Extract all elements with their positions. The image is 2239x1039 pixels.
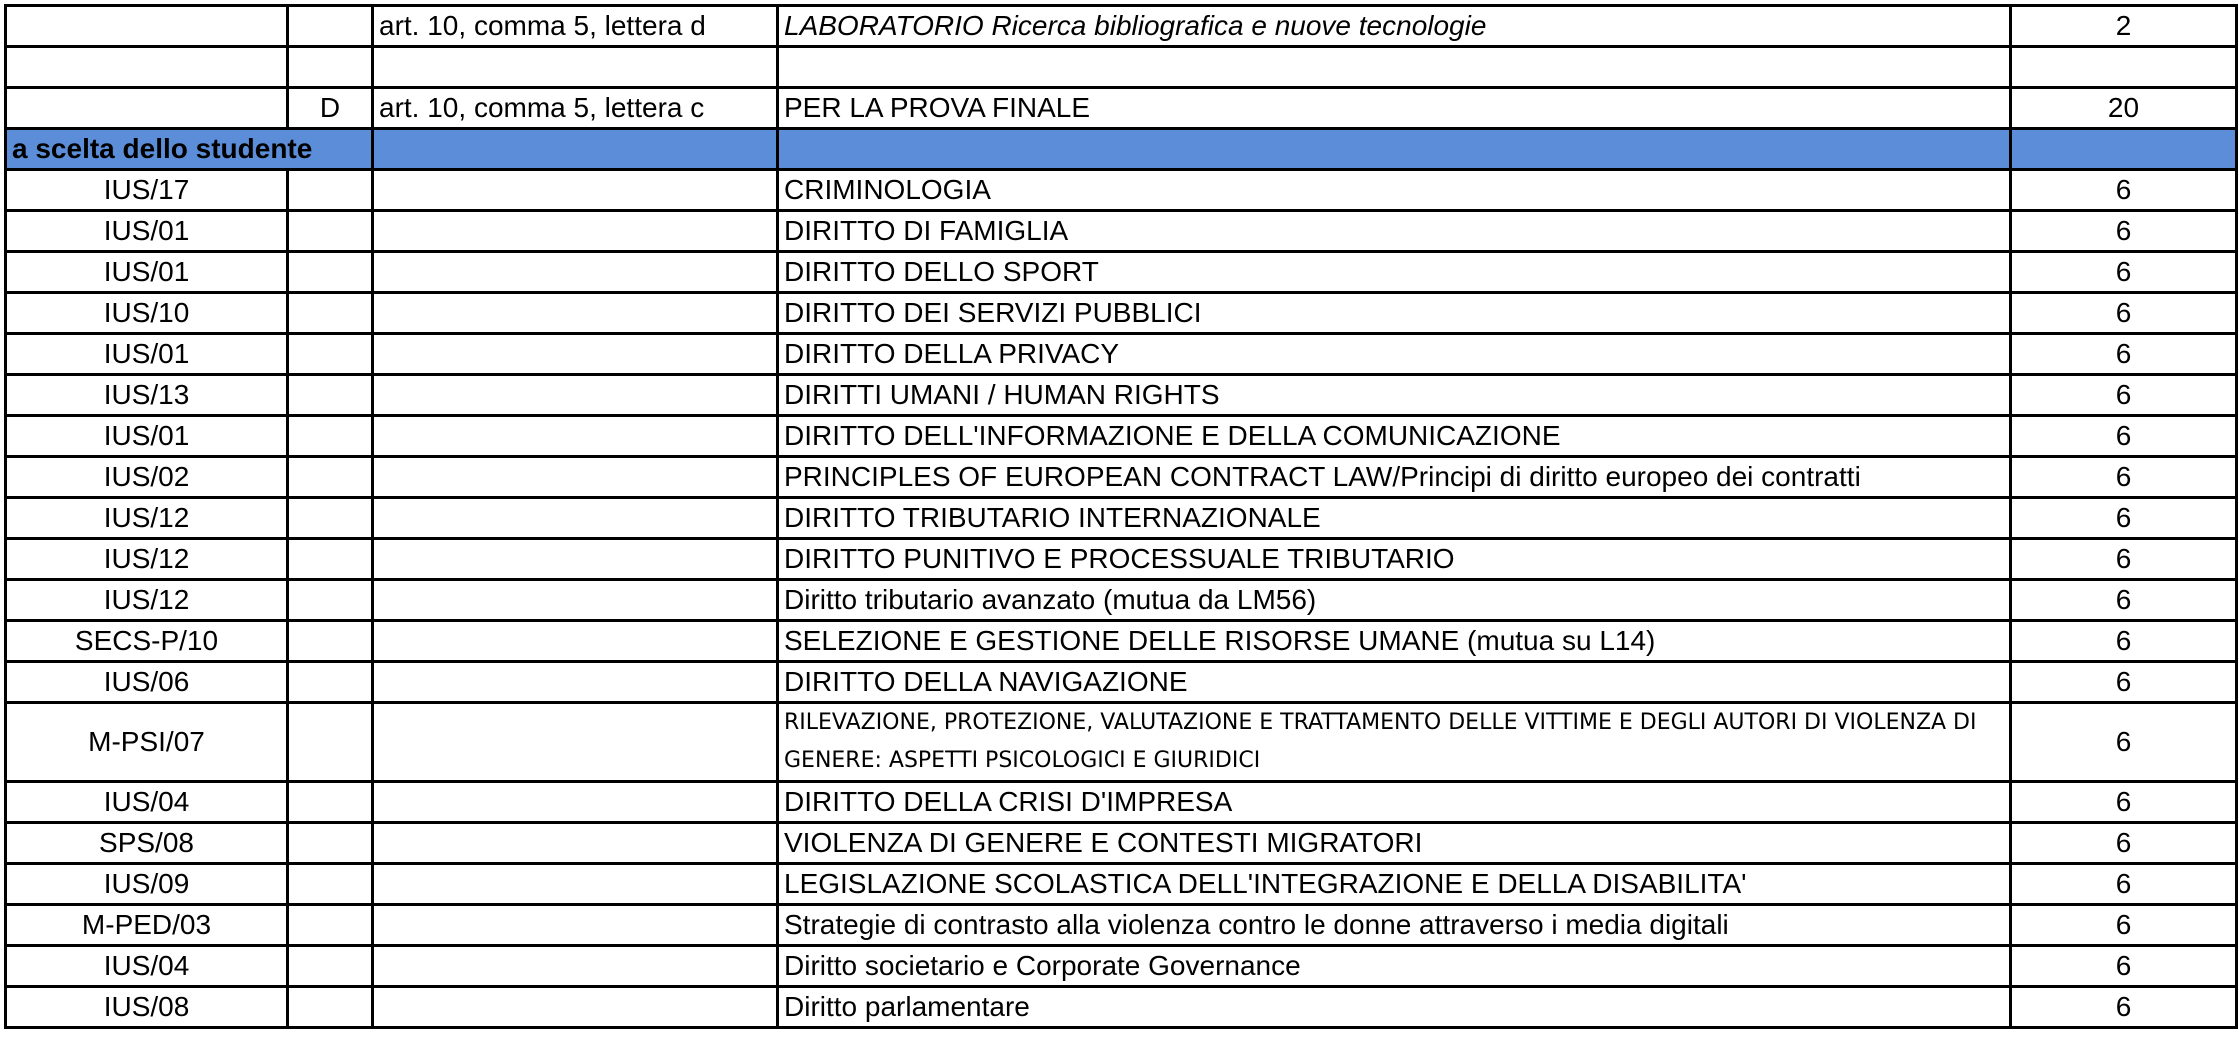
course-name-cell[interactable]: DIRITTO PUNITIVO E PROCESSUALE TRIBUTARIO xyxy=(778,539,2011,580)
type-cell[interactable] xyxy=(288,703,373,782)
table-row xyxy=(6,88,2237,129)
table-row xyxy=(6,539,2237,580)
type-cell[interactable] xyxy=(288,375,373,416)
course-name-cell[interactable]: Diritto tributario avanzato (mutua da LM56) xyxy=(778,580,2011,621)
course-name-cell[interactable]: Diritto societario e Corporate Governance xyxy=(778,946,2011,987)
cfu-cell[interactable]: 6 xyxy=(2011,334,2237,375)
table-row xyxy=(6,293,2237,334)
ssd-cell[interactable]: M-PSI/07 xyxy=(6,703,288,782)
course-name-cell[interactable]: PER LA PROVA FINALE xyxy=(778,88,2011,129)
type-cell[interactable] xyxy=(288,498,373,539)
cfu-cell[interactable]: 6 xyxy=(2011,864,2237,905)
reference-cell[interactable] xyxy=(373,946,778,987)
ssd-cell[interactable]: IUS/04 xyxy=(6,782,288,823)
ssd-cell[interactable]: M-PED/03 xyxy=(6,905,288,946)
table-row xyxy=(6,252,2237,293)
course-name-cell[interactable] xyxy=(778,47,2011,88)
cfu-cell[interactable]: 6 xyxy=(2011,987,2237,1028)
ssd-cell[interactable]: IUS/02 xyxy=(6,457,288,498)
course-name-cell[interactable]: SELEZIONE E GESTIONE DELLE RISORSE UMANE (mutua su L14) xyxy=(778,621,2011,662)
type-cell[interactable] xyxy=(288,457,373,498)
table-row xyxy=(6,6,2237,47)
section-label[interactable]: a scelta dello studente xyxy=(6,129,373,170)
course-name-cell[interactable]: DIRITTO DELL'INFORMAZIONE E DELLA COMUNICAZIONE xyxy=(778,416,2011,457)
type-cell[interactable] xyxy=(288,211,373,252)
reference-cell[interactable] xyxy=(373,782,778,823)
table-row xyxy=(6,498,2237,539)
ssd-cell[interactable]: IUS/04 xyxy=(6,946,288,987)
table-row xyxy=(6,621,2237,662)
course-name-cell[interactable]: DIRITTO DELLA PRIVACY xyxy=(778,334,2011,375)
ssd-cell[interactable]: IUS/12 xyxy=(6,580,288,621)
ssd-cell[interactable]: SECS-P/10 xyxy=(6,621,288,662)
table-row xyxy=(6,782,2237,823)
reference-cell[interactable]: art. 10, comma 5, lettera d xyxy=(373,6,778,47)
type-cell[interactable] xyxy=(288,823,373,864)
cfu-cell[interactable]: 6 xyxy=(2011,457,2237,498)
ssd-cell[interactable]: IUS/17 xyxy=(6,170,288,211)
course-name-cell[interactable]: Diritto parlamentare xyxy=(778,987,2011,1028)
reference-cell[interactable] xyxy=(373,498,778,539)
reference-cell[interactable]: art. 10, comma 5, lettera c xyxy=(373,88,778,129)
reference-cell[interactable] xyxy=(373,864,778,905)
reference-cell[interactable] xyxy=(373,621,778,662)
cfu-cell[interactable]: 6 xyxy=(2011,823,2237,864)
course-name-cell[interactable]: LABORATORIO Ricerca bibliografica e nuove tecnologie xyxy=(778,6,2011,47)
type-cell[interactable] xyxy=(288,6,373,47)
course-name-cell[interactable]: DIRITTO DELLO SPORT xyxy=(778,252,2011,293)
table-row xyxy=(6,334,2237,375)
ssd-cell[interactable]: IUS/01 xyxy=(6,416,288,457)
reference-cell[interactable] xyxy=(373,252,778,293)
type-cell[interactable] xyxy=(288,662,373,703)
course-name-cell[interactable]: VIOLENZA DI GENERE E CONTESTI MIGRATORI xyxy=(778,823,2011,864)
course-name-cell[interactable]: DIRITTO TRIBUTARIO INTERNAZIONALE xyxy=(778,498,2011,539)
cfu-cell[interactable]: 6 xyxy=(2011,946,2237,987)
ssd-cell[interactable]: IUS/09 xyxy=(6,864,288,905)
cfu-cell[interactable]: 6 xyxy=(2011,252,2237,293)
type-cell[interactable] xyxy=(288,621,373,662)
table-row xyxy=(6,457,2237,498)
course-name-cell[interactable]: DIRITTO DELLA CRISI D'IMPRESA xyxy=(778,782,2011,823)
cfu-cell[interactable]: 6 xyxy=(2011,782,2237,823)
course-name-cell[interactable]: Strategie di contrasto alla violenza contro le donne attraverso i media digitali xyxy=(778,905,2011,946)
type-cell[interactable] xyxy=(288,782,373,823)
table-row xyxy=(6,823,2237,864)
section-reference-cell[interactable] xyxy=(373,129,778,170)
curriculum-table xyxy=(4,4,2238,1029)
reference-cell[interactable] xyxy=(373,703,778,782)
type-cell[interactable]: D xyxy=(288,88,373,129)
cfu-cell[interactable]: 6 xyxy=(2011,662,2237,703)
reference-cell[interactable] xyxy=(373,539,778,580)
reference-cell[interactable] xyxy=(373,580,778,621)
cfu-cell[interactable]: 6 xyxy=(2011,539,2237,580)
ssd-cell[interactable]: IUS/08 xyxy=(6,987,288,1028)
type-cell[interactable] xyxy=(288,987,373,1028)
ssd-cell[interactable]: IUS/10 xyxy=(6,293,288,334)
ssd-cell[interactable] xyxy=(6,47,288,88)
table-row xyxy=(6,864,2237,905)
ssd-cell[interactable]: IUS/01 xyxy=(6,252,288,293)
reference-cell[interactable] xyxy=(373,662,778,703)
table-body xyxy=(6,6,2237,1028)
table-row xyxy=(6,662,2237,703)
type-cell[interactable] xyxy=(288,252,373,293)
ssd-cell[interactable]: IUS/13 xyxy=(6,375,288,416)
cfu-cell[interactable]: 6 xyxy=(2011,621,2237,662)
ssd-cell[interactable]: IUS/12 xyxy=(6,498,288,539)
reference-cell[interactable] xyxy=(373,293,778,334)
reference-cell[interactable] xyxy=(373,170,778,211)
cfu-cell[interactable]: 6 xyxy=(2011,580,2237,621)
cfu-cell[interactable]: 6 xyxy=(2011,498,2237,539)
ssd-cell[interactable]: IUS/01 xyxy=(6,211,288,252)
course-name-cell[interactable]: DIRITTO DEI SERVIZI PUBBLICI xyxy=(778,293,2011,334)
reference-cell[interactable] xyxy=(373,457,778,498)
reference-cell[interactable] xyxy=(373,47,778,88)
reference-cell[interactable] xyxy=(373,211,778,252)
table-row xyxy=(6,170,2237,211)
ssd-cell[interactable] xyxy=(6,88,288,129)
table-row xyxy=(6,905,2237,946)
ssd-cell[interactable]: IUS/06 xyxy=(6,662,288,703)
type-cell[interactable] xyxy=(288,905,373,946)
type-cell[interactable] xyxy=(288,170,373,211)
table-row xyxy=(6,375,2237,416)
course-name-cell[interactable]: LEGISLAZIONE SCOLASTICA DELL'INTEGRAZIONE E DELLA DISABILITA' xyxy=(778,864,2011,905)
reference-cell[interactable] xyxy=(373,987,778,1028)
cfu-cell[interactable]: 6 xyxy=(2011,170,2237,211)
cfu-cell[interactable]: 20 xyxy=(2011,88,2237,129)
reference-cell[interactable] xyxy=(373,416,778,457)
type-cell[interactable] xyxy=(288,416,373,457)
ssd-cell[interactable]: IUS/12 xyxy=(6,539,288,580)
type-cell[interactable] xyxy=(288,580,373,621)
course-name-cell[interactable]: CRIMINOLOGIA xyxy=(778,170,2011,211)
table-row xyxy=(6,580,2237,621)
type-cell[interactable] xyxy=(288,864,373,905)
course-name-cell[interactable]: DIRITTI UMANI / HUMAN RIGHTS xyxy=(778,375,2011,416)
reference-cell[interactable] xyxy=(373,375,778,416)
type-cell[interactable] xyxy=(288,334,373,375)
table-row xyxy=(6,416,2237,457)
table-row xyxy=(6,703,2237,782)
course-name-cell[interactable]: RILEVAZIONE, PROTEZIONE, VALUTAZIONE E TRATTAMENTO DELLE VITTIME E DEGLI AUTORI DI VIOLENZA DI GENERE: ASPETTI PSICOLOGICI E GIURIDICI xyxy=(778,703,2011,782)
section-header-row xyxy=(6,129,2237,170)
course-name-cell[interactable]: PRINCIPLES OF EUROPEAN CONTRACT LAW/Principi di diritto europeo dei contratti xyxy=(778,457,2011,498)
cfu-cell[interactable]: 6 xyxy=(2011,375,2237,416)
section-name-cell[interactable] xyxy=(778,129,2011,170)
type-cell[interactable] xyxy=(288,539,373,580)
type-cell[interactable] xyxy=(288,47,373,88)
cfu-cell[interactable]: 6 xyxy=(2011,905,2237,946)
ssd-cell[interactable]: SPS/08 xyxy=(6,823,288,864)
type-cell[interactable] xyxy=(288,293,373,334)
type-cell[interactable] xyxy=(288,946,373,987)
cfu-cell[interactable]: 6 xyxy=(2011,211,2237,252)
section-cfu-cell[interactable] xyxy=(2011,129,2237,170)
reference-cell[interactable] xyxy=(373,905,778,946)
course-name-cell[interactable]: DIRITTO DI FAMIGLIA xyxy=(778,211,2011,252)
ssd-cell[interactable]: IUS/01 xyxy=(6,334,288,375)
reference-cell[interactable] xyxy=(373,823,778,864)
table-row xyxy=(6,946,2237,987)
cfu-cell[interactable]: 6 xyxy=(2011,293,2237,334)
table-row xyxy=(6,211,2237,252)
reference-cell[interactable] xyxy=(373,334,778,375)
table-row xyxy=(6,47,2237,88)
cfu-cell[interactable]: 6 xyxy=(2011,703,2237,782)
cfu-cell[interactable]: 2 xyxy=(2011,6,2237,47)
course-name-cell[interactable]: DIRITTO DELLA NAVIGAZIONE xyxy=(778,662,2011,703)
ssd-cell[interactable] xyxy=(6,6,288,47)
cfu-cell[interactable]: 6 xyxy=(2011,416,2237,457)
table-row xyxy=(6,987,2237,1028)
cfu-cell[interactable] xyxy=(2011,47,2237,88)
